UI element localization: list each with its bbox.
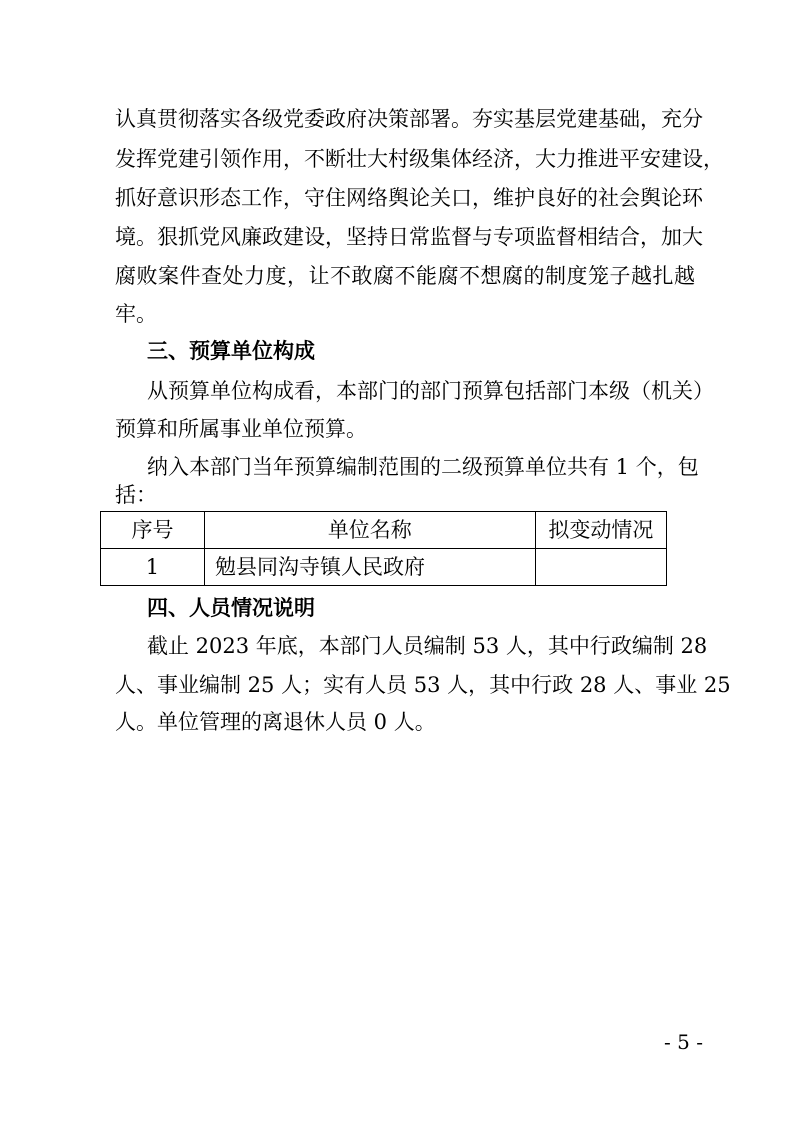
- paragraph-line: 牢。: [115, 302, 157, 326]
- table-cell-index: 1: [101, 549, 205, 586]
- table-header-row: [101, 512, 667, 549]
- paragraph-line: 从预算单位构成看，本部门的部门预算包括部门本级（机关）: [147, 379, 714, 403]
- paragraph-line: 预算和所属事业单位预算。: [115, 417, 367, 441]
- table-header-cell: 序号: [101, 512, 205, 549]
- paragraph-line: 抓好意识形态工作，守住网络舆论关口，维护良好的社会舆论环: [115, 186, 703, 210]
- paragraph-line: 人、事业编制 25 人；实有人员 53 人，其中行政 28 人、事业 25: [115, 673, 731, 697]
- table-cell-unit-name: 勉县同沟寺镇人民政府: [204, 549, 535, 586]
- page-number: - 5 -: [664, 1030, 703, 1054]
- paragraph-line: 截止 2023 年底，本部门人员编制 53 人，其中行政编制 28: [147, 634, 708, 658]
- table-header-cell: 拟变动情况: [535, 512, 666, 549]
- budget-units-table: [100, 511, 667, 586]
- paragraph-line: 境。狠抓党风廉政建设，坚持日常监督与专项监督相结合，加大: [115, 225, 703, 249]
- paragraph-line: 人。单位管理的离退休人员 0 人。: [115, 710, 436, 734]
- section-heading: 四、人员情况说明: [147, 596, 315, 620]
- table-header-cell: 单位名称: [204, 512, 535, 549]
- paragraph-line: 括：: [115, 483, 157, 507]
- paragraph-line: 纳入本部门当年预算编制范围的二级预算单位共有 1 个，包: [147, 455, 699, 479]
- paragraph-line: 发挥党建引领作用，不断壮大村级集体经济，大力推进平安建设，: [115, 147, 724, 171]
- table-cell-change: [535, 549, 666, 586]
- section-heading: 三、预算单位构成: [147, 339, 315, 363]
- table-row: [101, 549, 667, 586]
- paragraph-line: 认真贯彻落实各级党委政府决策部署。夯实基层党建基础，充分: [115, 107, 703, 131]
- paragraph-line: 腐败案件查处力度，让不敢腐不能腐不想腐的制度笼子越扎越: [115, 264, 695, 288]
